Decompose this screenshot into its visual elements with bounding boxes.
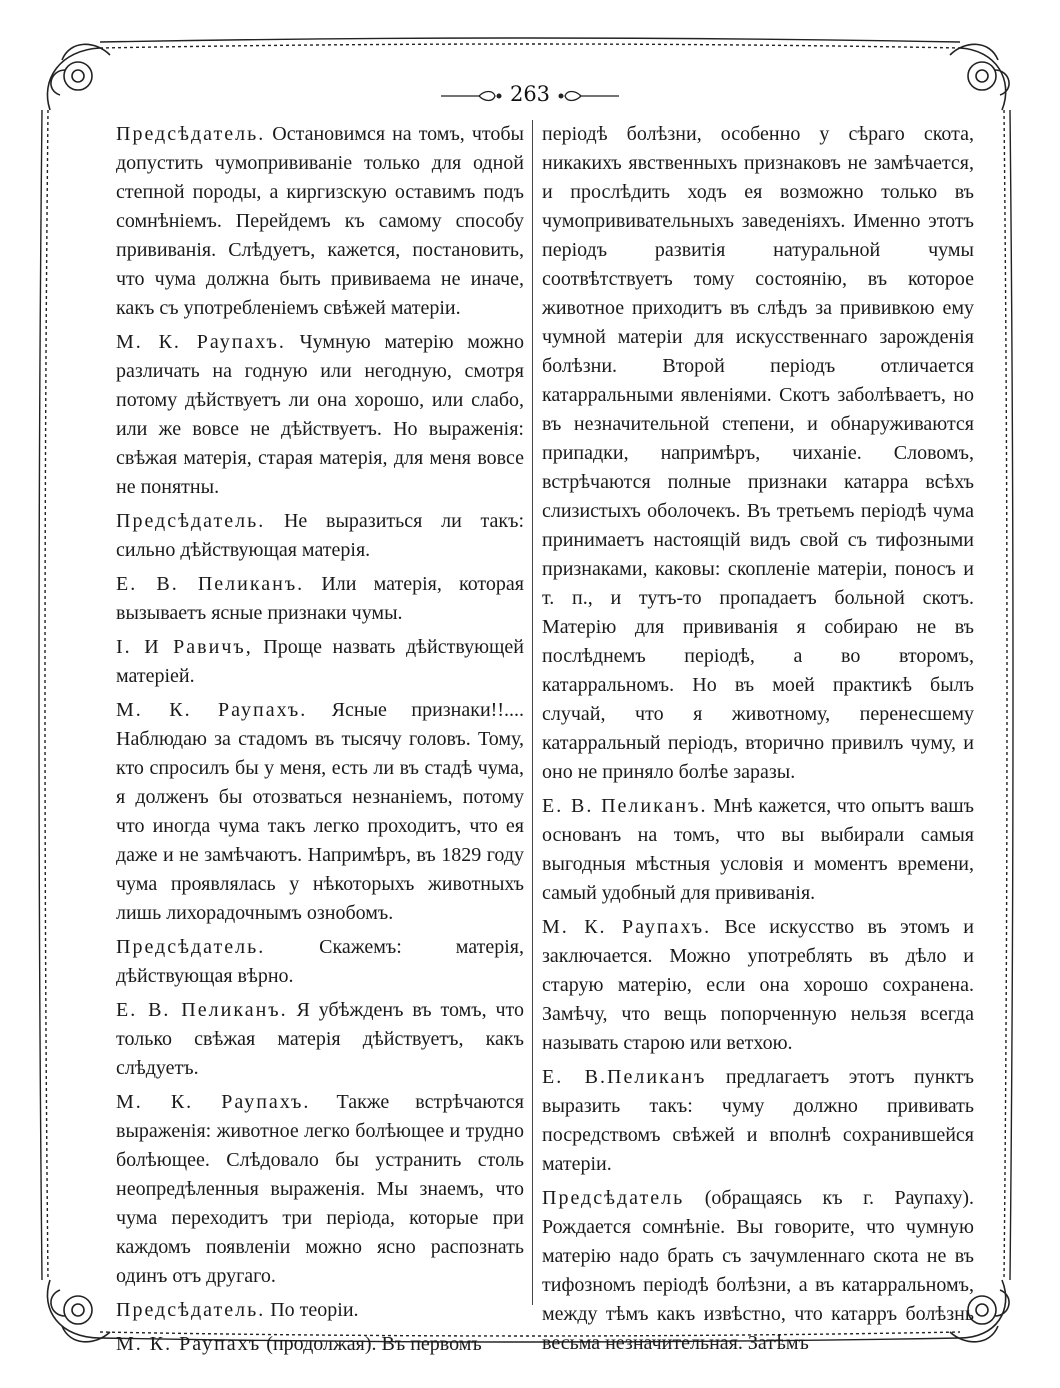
paragraph bbox=[542, 120, 974, 787]
right-column bbox=[542, 120, 975, 1354]
left-column bbox=[116, 120, 524, 1355]
speaker-name: М. К. Раупахъ. bbox=[542, 916, 712, 938]
paragraph-text: (обращаясь къ г. Раупаху). Рождается сомнѣніе. Вы говорите, что чумную матерію надо брать съ зачумленнаго скота не въ тифозномъ періодѣ болѣзни, а въ катарральномъ, между тѣмъ какъ извѣстно, что катарръ болѣзнь весьма незначительная. Затѣмъ bbox=[542, 1187, 974, 1354]
paragraph bbox=[542, 1184, 974, 1358]
paragraph bbox=[116, 1088, 524, 1291]
paragraph-text: Скажемъ: матерія, дѣйствующая вѣрно. bbox=[116, 936, 524, 987]
paragraph bbox=[116, 570, 524, 628]
paragraph-text: По теоріи. bbox=[265, 1299, 359, 1321]
paragraph bbox=[542, 792, 974, 908]
page-number-header bbox=[0, 82, 1060, 106]
speaker-name: Предсѣдатель. bbox=[116, 123, 266, 145]
paragraph-text: Все искусство въ этомъ и заключается. Можно употреблять въ дѣло и старую матерію, если она хорошо сохранена. Замѣчу, что вещь попорченную нельзя всегда называть старою или ветхою. bbox=[542, 916, 974, 1054]
speaker-name: Предсѣдатель bbox=[542, 1187, 685, 1209]
paragraph bbox=[542, 913, 974, 1058]
speaker-name: Е. В. Пеликанъ. bbox=[116, 573, 305, 595]
paragraph bbox=[116, 1296, 524, 1325]
paragraph bbox=[116, 507, 524, 565]
paragraph-text: Или матерія, которая вызываетъ ясные признаки чумы. bbox=[116, 573, 524, 624]
speaker-name: М. К. Раупахъ. bbox=[116, 331, 286, 353]
paragraph-text: Чумную матерію можно различать на годную или негодную, смотря потому дѣйствуетъ ли она хорошо, или слабо, или же вовсе не дѣйствуетъ. Но выраженія: свѣжая матерія, старая матерія, для меня вовсе не понятны. bbox=[116, 331, 524, 498]
column-divider bbox=[532, 120, 533, 1305]
paragraph-text: Я убѣжденъ въ томъ, что только свѣжая матерія дѣйствуетъ, какъ слѣдуетъ. bbox=[116, 999, 524, 1079]
speaker-name: Е. В.Пеликанъ bbox=[542, 1066, 707, 1088]
paragraph bbox=[116, 120, 524, 323]
paragraph bbox=[116, 328, 524, 502]
paragraph bbox=[116, 1330, 524, 1359]
paragraph-text: Также встрѣчаются выраженія: животное легко болѣющее и трудно болѣющее. Слѣдовало бы устранить столь неопредѣленныя выраженія. Мы знаемъ, что чума переходитъ три періода, которые при каждомъ появленіи можно ясно распознать одинъ отъ другаго. bbox=[116, 1091, 524, 1287]
speaker-name: Предсѣдатель. bbox=[116, 510, 266, 532]
paragraph bbox=[542, 1063, 974, 1179]
paragraph bbox=[116, 996, 524, 1083]
left-flourish-icon bbox=[439, 89, 503, 103]
speaker-name: Предсѣдатель. bbox=[116, 1299, 266, 1321]
page-number: 263 bbox=[509, 82, 551, 106]
speaker-name: М. К. Раупахъ. bbox=[116, 1091, 311, 1113]
paragraph bbox=[116, 633, 524, 691]
speaker-name: Е. В. Пеликанъ. bbox=[116, 999, 288, 1021]
paragraph-text: Не выразиться ли такъ: сильно дѣйствующая матерія. bbox=[116, 510, 524, 561]
paragraph bbox=[116, 933, 524, 991]
paragraph-text: періодѣ болѣзни, особенно у сѣраго скота, никакихъ явственныхъ признаковъ не замѣчается, и прослѣдить ходъ ея возможно только въ чумопрививательныхъ заведеніяхъ. Именно этотъ періодъ развитія натуральной чумы соотвѣтствуетъ тому состоянію, въ которое животное приходитъ въ слѣдъ за прививкою ему чумной матеріи для искусственнаго зарожденія болѣзни. Второй періодъ отличается катарральными явленіями. Скотъ заболѣваетъ, но въ незначительной степени, и обнаруживаются припадки, напримѣръ, чиханіе. Словомъ, встрѣчаются полные признаки катарра всѣхъ слизистыхъ оболочекъ. Въ третьемъ періодѣ чума принимаетъ настоящій видъ свой съ тифозными признаками, каковы: скопленіе матеріи, поносъ и т. п., и тутъ-то пропадаетъ больной скотъ. Матерію для прививанія я собираю не въ послѣднемъ періодѣ, а во второмъ, катарральномъ. Но въ моей практикѣ былъ случай, что я животному, перенесшему катарральный періодъ, вторично привилъ чуму, и оно не приняло болѣе заразы. bbox=[542, 123, 974, 783]
paragraph-text: Проще назвать дѣйствующей матеріей. bbox=[116, 636, 524, 687]
paragraph-text: Мнѣ кажется, что опытъ вашъ основанъ на томъ, что вы выбирали самыя выгодныя мѣстныя условія и моментъ времени, самый удобный для прививанія. bbox=[542, 795, 975, 904]
paragraph-text: (продолжая). Въ первомъ bbox=[261, 1333, 482, 1355]
speaker-name: Предсѣдатель. bbox=[116, 936, 266, 958]
speaker-name: Е. В. Пеликанъ. bbox=[542, 795, 708, 817]
paragraph-text: Ясные признаки!!.... Наблюдаю за стадомъ въ тысячу головъ. Тому, кто спросилъ бы у меня, есть ли въ стадѣ чума, я долженъ бы отозваться незнаніемъ, потому что иногда чума такъ легко проходитъ, что ея даже и не замѣчаютъ. Напримѣръ, въ 1829 году чума проявлялась у нѣкоторыхъ животныхъ лишь лихорадочнымъ ознобомъ. bbox=[116, 699, 524, 924]
speaker-name: І. И Равичъ, bbox=[116, 636, 253, 658]
paragraph bbox=[116, 696, 524, 928]
speaker-name: М. К. Раупахъ. bbox=[116, 699, 308, 721]
right-flourish-icon bbox=[557, 89, 621, 103]
paragraph-text: предлагаетъ этотъ пунктъ выразить такъ: чуму должно прививать посредствомъ свѣжей и вполнѣ сохранившейся матеріи. bbox=[542, 1066, 974, 1175]
paragraph-text: Остановимся на томъ, чтобы допустить чумопрививаніе только для одной степной породы, а киргизскую оставимъ подъ сомнѣніемъ. Перейдемъ къ самому способу прививанія. Слѣдуетъ, кажется, постановить, что чума должна быть прививаема не иначе, какъ съ употребленіемъ свѣжей матеріи. bbox=[116, 123, 524, 319]
speaker-name: М. К. Раупахъ bbox=[116, 1333, 262, 1355]
